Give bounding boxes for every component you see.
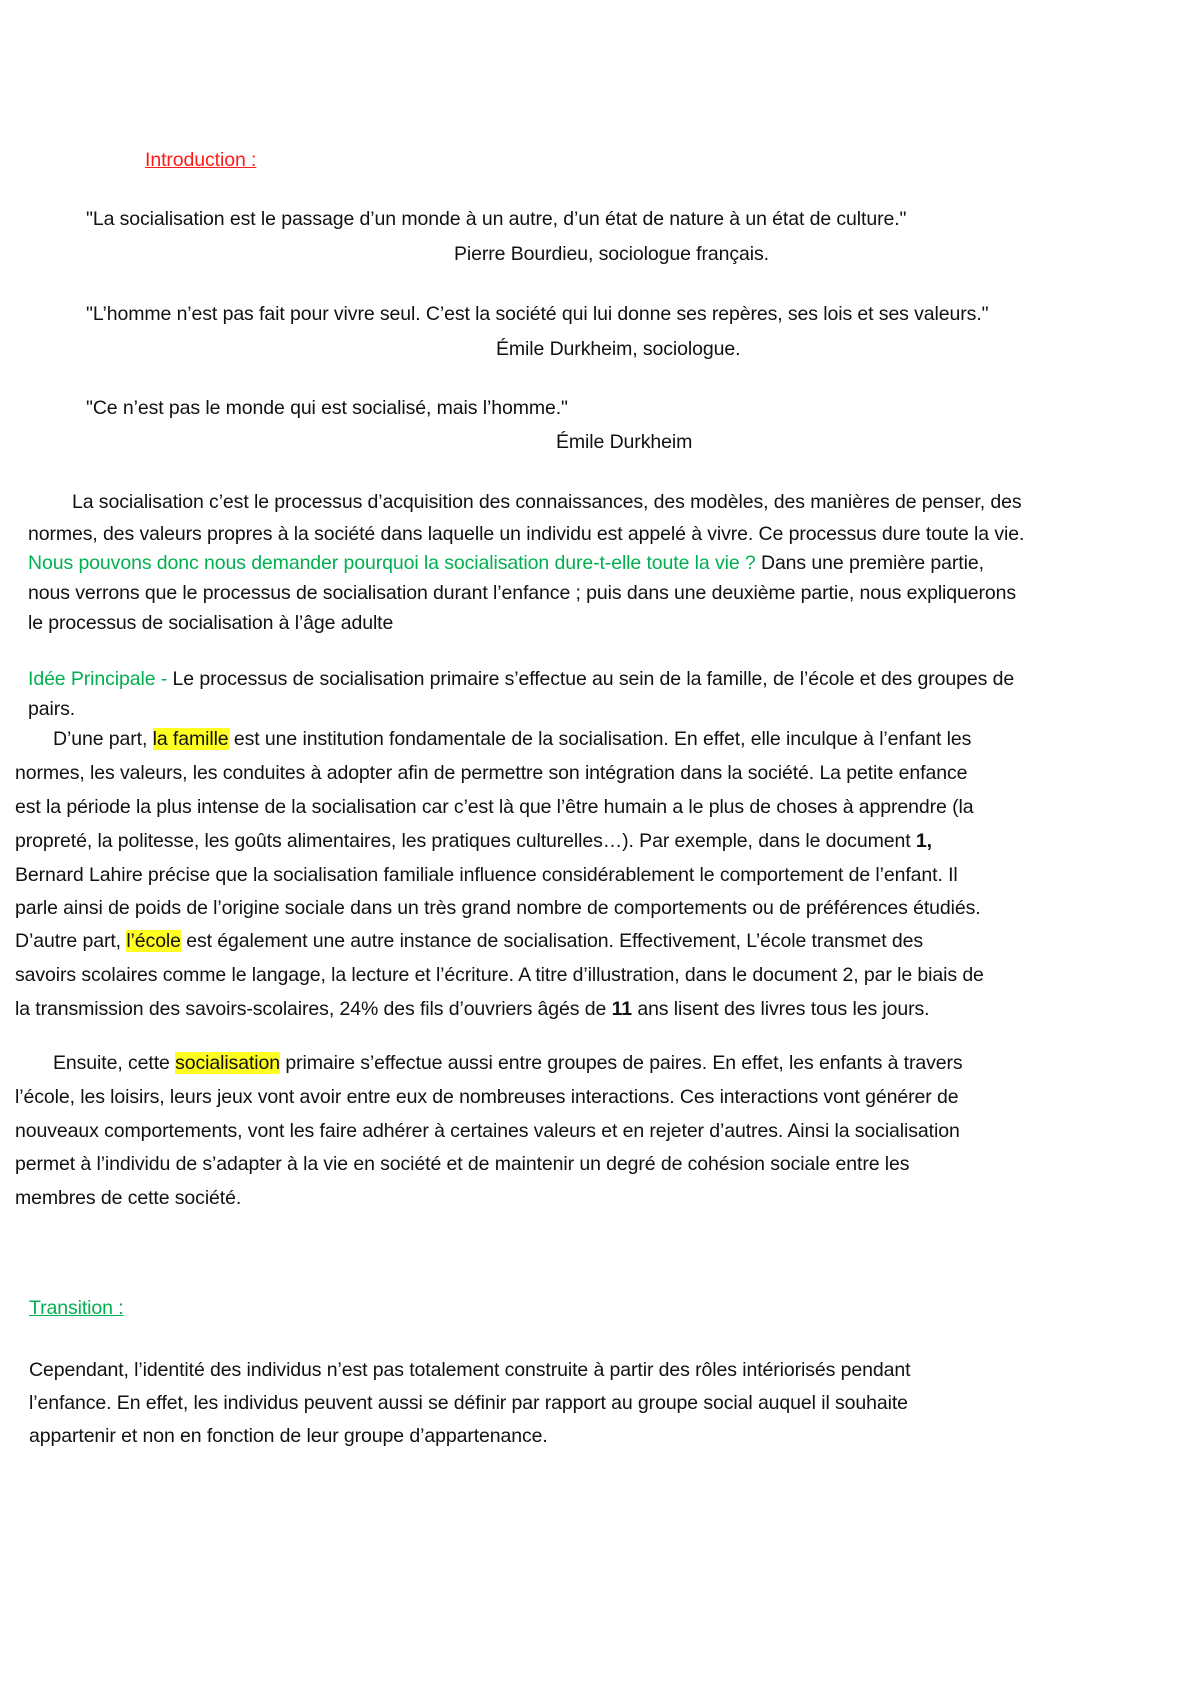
body-line: D’une part, la famille est une institution fondamentale de la socialisation. En effet, elle inculque à l’enfant les [53,728,972,750]
intro-heading: Introduction : [145,149,257,171]
body-line: l’école, les loisirs, leurs jeux vont avoir entre eux de nombreuses interactions. Ces interactions vont générer de [15,1086,959,1108]
quote-1: "La socialisation est le passage d’un monde à un autre, d’un état de nature à un état de culture." [86,208,907,230]
body-line: propreté, la politesse, les goûts alimentaires, les pratiques culturelles…). Par exemple, dans le document 1, [15,830,932,852]
main-idea-label: Idée Principale - [28,668,173,690]
highlight-famille: la famille [152,728,229,750]
body-line: Ensuite, cette socialisation primaire s’effectue aussi entre groupes de paires. En effet, les enfants à travers [53,1052,963,1074]
transition-heading: Transition : [29,1297,124,1319]
highlight-ecole: l’école [126,930,181,952]
body-line: savoirs scolaires comme le langage, la lecture et l’écriture. A titre d’illustration, dans le document 2, par le biais de [15,964,984,986]
body-line: membres de cette société. [15,1187,242,1209]
problematic-question: Nous pouvons donc nous demander pourquoi la socialisation dure-t-elle toute la vie ? [28,552,756,574]
transition-line: appartenir et non en fonction de leur groupe d’appartenance. [29,1425,548,1447]
intro-paragraph-line: normes, des valeurs propres à la société dans laquelle un individu est appelé à vivre. Ce processus dure toute la vie. [28,523,1025,545]
body-line: est la période la plus intense de la socialisation car c’est là que l’être humain a le plus de choses à apprendre (la [15,796,974,818]
body-line: la transmission des savoirs-scolaires, 24% des fils d’ouvriers âgés de 11 ans lisent des livres tous les jours. [15,998,930,1020]
main-idea-line: Idée Principale - Le processus de socialisation primaire s’effectue au sein de la famille, de l’école et des groupes de [28,668,1015,690]
quote-3: "Ce n’est pas le monde qui est socialisé, mais l’homme." [86,397,568,419]
body-line: parle ainsi de poids de l’origine sociale dans un très grand nombre de comportements ou de préférences étudiés. [15,897,981,919]
body-line: nouveaux comportements, vont les faire adhérer à certaines valeurs et en rejeter d’autres. Ainsi la socialisation [15,1120,960,1142]
body-line: permet à l’individu de s’adapter à la vie en société et de maintenir un degré de cohésion sociale entre les [15,1153,910,1175]
quote-2: "L’homme n’est pas fait pour vivre seul. C’est la société qui lui donne ses repères, ses lois et ses valeurs." [86,303,989,325]
quote-1-author: Pierre Bourdieu, sociologue français. [454,243,769,265]
highlight-socialisation: socialisation [175,1052,280,1074]
body-line: D’autre part, l’école est également une autre instance de socialisation. Effectivement, L’école transmet des [15,930,924,952]
body-line: Bernard Lahire précise que la socialisation familiale influence considérablement le comportement de l’enfant. Il [15,864,958,886]
transition-line: Cependant, l’identité des individus n’est pas totalement construite à partir des rôles intériorisés pendant [29,1359,911,1381]
intro-paragraph-line: Nous pouvons donc nous demander pourquoi la socialisation dure-t-elle toute la vie ? Dans une première partie, [28,552,984,574]
quote-2-author: Émile Durkheim, sociologue. [496,338,741,360]
body-line: normes, les valeurs, les conduites à adopter afin de permettre son intégration dans la société. La petite enfance [15,762,968,784]
intro-paragraph-line: La socialisation c’est le processus d’acquisition des connaissances, des modèles, des manières de penser, des [72,491,1022,513]
main-idea-line: pairs. [28,698,76,720]
intro-paragraph-line: nous verrons que le processus de socialisation durant l’enfance ; puis dans une deuxième partie, nous expliquerons [28,582,1017,604]
quote-3-author: Émile Durkheim [556,431,693,453]
intro-paragraph-line: le processus de socialisation à l’âge adulte [28,612,394,634]
transition-line: l’enfance. En effet, les individus peuvent aussi se définir par rapport au groupe social auquel il souhaite [29,1392,908,1414]
